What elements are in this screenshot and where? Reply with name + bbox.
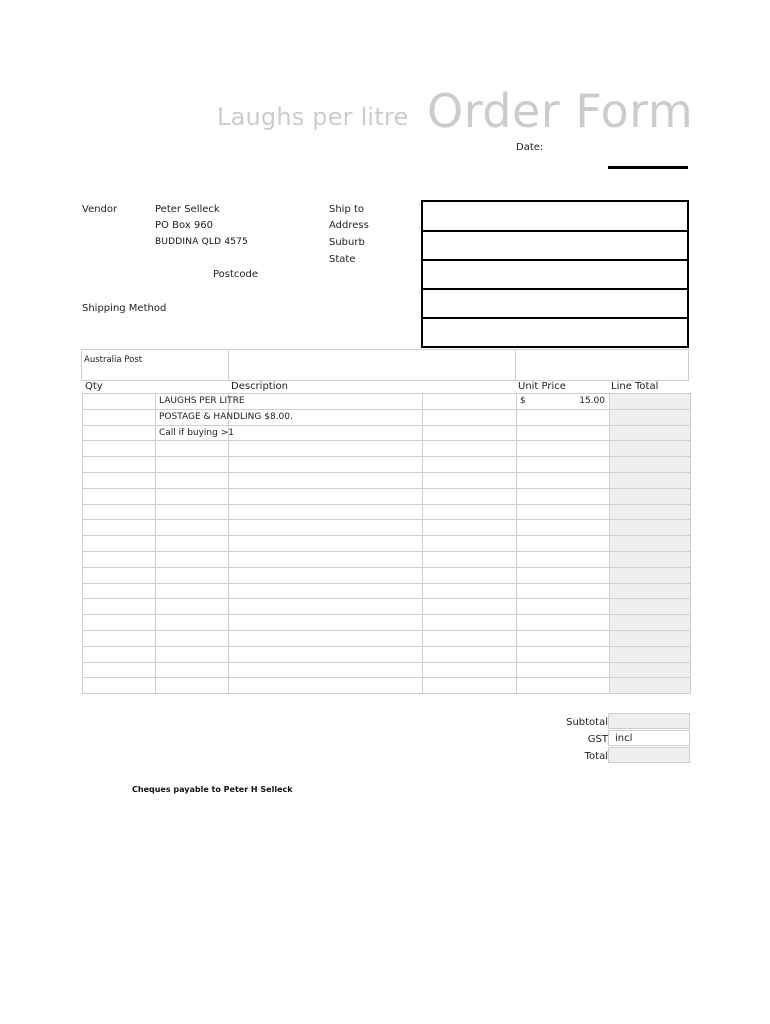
qty-cell[interactable]: [83, 662, 156, 678]
blank-cell[interactable]: [423, 457, 517, 473]
table-row: [83, 646, 691, 662]
blank-cell[interactable]: [423, 504, 517, 520]
form-title: Order Form: [427, 84, 694, 138]
unit-price-cell[interactable]: [517, 662, 610, 678]
vendor-name: Peter Selleck: [155, 204, 220, 215]
unit-price-value: 15.00: [579, 396, 605, 407]
table-row: [83, 678, 691, 694]
description-cell[interactable]: [156, 583, 229, 599]
table-row: [83, 472, 691, 488]
table-row: [83, 583, 691, 599]
blank-cell[interactable]: [423, 425, 517, 441]
form-subtitle: Laughs per litre: [217, 103, 409, 131]
description-cell[interactable]: POSTAGE & HANDLING $8.00.: [156, 409, 229, 425]
blank-cell[interactable]: [423, 567, 517, 583]
blank-cell[interactable]: [423, 520, 517, 536]
blank-cell[interactable]: [423, 599, 517, 615]
subtotal-field[interactable]: [608, 713, 690, 729]
line-total-cell[interactable]: [610, 567, 691, 583]
line-total-cell[interactable]: [610, 678, 691, 694]
description-cell[interactable]: [156, 678, 229, 694]
line-total-cell[interactable]: [610, 583, 691, 599]
shipping-method-label: Shipping Method: [82, 303, 167, 314]
unit-price-cell[interactable]: [517, 567, 610, 583]
description-cell[interactable]: [156, 630, 229, 646]
unit-price-cell[interactable]: [517, 599, 610, 615]
qty-cell[interactable]: [83, 441, 156, 457]
total-field[interactable]: [608, 747, 690, 763]
qty-cell[interactable]: [83, 488, 156, 504]
qty-cell[interactable]: [83, 409, 156, 425]
unit-price-cell[interactable]: [517, 615, 610, 631]
line-total-cell[interactable]: [610, 520, 691, 536]
description-cell[interactable]: [156, 441, 229, 457]
description-cell[interactable]: [156, 536, 229, 552]
qty-cell[interactable]: [83, 646, 156, 662]
unit-price-cell[interactable]: [517, 646, 610, 662]
unit-price-cell[interactable]: [517, 472, 610, 488]
line-total-cell[interactable]: [610, 504, 691, 520]
description-extra-cell[interactable]: [229, 457, 423, 473]
blank-cell[interactable]: [423, 630, 517, 646]
blank-cell[interactable]: [423, 409, 517, 425]
description-extra-cell[interactable]: [229, 630, 423, 646]
header-line-total: Line Total: [611, 381, 659, 392]
qty-cell[interactable]: [83, 567, 156, 583]
description-cell[interactable]: [156, 567, 229, 583]
table-row: [83, 520, 691, 536]
description-extra-cell[interactable]: [229, 583, 423, 599]
line-total-cell[interactable]: [610, 662, 691, 678]
table-row: [83, 567, 691, 583]
state-label: State: [329, 254, 356, 265]
date-label: Date:: [516, 142, 544, 153]
header-qty: Qty: [85, 381, 103, 392]
blank-cell[interactable]: [423, 615, 517, 631]
line-total-cell[interactable]: [610, 630, 691, 646]
currency-symbol: $: [520, 396, 526, 407]
description-cell[interactable]: [156, 646, 229, 662]
line-total-cell[interactable]: [610, 488, 691, 504]
vendor-label: Vendor: [82, 204, 118, 215]
description-extra-cell[interactable]: [229, 504, 423, 520]
description-extra-cell[interactable]: [229, 678, 423, 694]
line-total-cell[interactable]: [610, 551, 691, 567]
unit-price-cell[interactable]: [517, 520, 610, 536]
description-cell[interactable]: [156, 551, 229, 567]
qty-cell[interactable]: [83, 536, 156, 552]
table-row: [83, 425, 691, 441]
description-cell[interactable]: [156, 599, 229, 615]
line-total-cell[interactable]: [610, 646, 691, 662]
ship-to-divider: [423, 317, 687, 319]
qty-cell[interactable]: [83, 472, 156, 488]
qty-cell[interactable]: [83, 457, 156, 473]
qty-cell[interactable]: [83, 520, 156, 536]
shipping-method-value: Australia Post: [84, 355, 143, 365]
qty-cell[interactable]: [83, 630, 156, 646]
unit-price-cell[interactable]: [517, 678, 610, 694]
items-table: [82, 393, 691, 694]
unit-price-cell[interactable]: [517, 425, 610, 441]
blank-cell[interactable]: [423, 678, 517, 694]
ship-to-label: Ship to: [329, 204, 365, 215]
ship-to-divider: [423, 230, 687, 232]
table-row: [83, 599, 691, 615]
description-extra-cell[interactable]: [229, 394, 423, 410]
blank-cell[interactable]: [423, 441, 517, 457]
unit-price-cell[interactable]: [517, 488, 610, 504]
line-total-cell[interactable]: [610, 409, 691, 425]
qty-cell[interactable]: [83, 504, 156, 520]
line-total-cell[interactable]: [610, 441, 691, 457]
gst-field[interactable]: incl: [608, 730, 690, 746]
address-label: Address: [329, 220, 369, 231]
header-unit-price: Unit Price: [518, 381, 566, 392]
line-total-cell[interactable]: [610, 599, 691, 615]
description-cell[interactable]: [156, 472, 229, 488]
description-extra-cell[interactable]: [229, 646, 423, 662]
line-total-cell[interactable]: [610, 536, 691, 552]
line-total-cell[interactable]: [610, 394, 691, 410]
ship-to-box: [421, 200, 689, 348]
table-row: [83, 630, 691, 646]
line-total-cell[interactable]: [610, 472, 691, 488]
description-cell[interactable]: [156, 457, 229, 473]
qty-cell[interactable]: [83, 425, 156, 441]
description-cell[interactable]: LAUGHS PER LITRE: [156, 394, 229, 410]
table-row: [83, 551, 691, 567]
description-extra-cell[interactable]: [229, 567, 423, 583]
line-total-cell[interactable]: [610, 425, 691, 441]
blank-cell[interactable]: [423, 394, 517, 410]
description-extra-cell[interactable]: [229, 551, 423, 567]
total-label: Total: [584, 751, 608, 762]
table-row: [83, 662, 691, 678]
vendor-address2: BUDDINA QLD 4575: [155, 237, 249, 247]
table-row: [83, 409, 691, 425]
description-cell[interactable]: [156, 488, 229, 504]
qty-cell[interactable]: [83, 394, 156, 410]
blank-cell[interactable]: [423, 662, 517, 678]
description-extra-cell[interactable]: [229, 599, 423, 615]
description-extra-cell[interactable]: [229, 615, 423, 631]
header-description: Description: [231, 381, 288, 392]
description-extra-cell[interactable]: [229, 488, 423, 504]
description-extra-cell[interactable]: [229, 441, 423, 457]
qty-cell[interactable]: [83, 678, 156, 694]
blank-cell[interactable]: [423, 551, 517, 567]
table-row: [83, 536, 691, 552]
table-row: [83, 457, 691, 473]
ship-to-divider: [423, 259, 687, 261]
unit-price-cell[interactable]: [517, 583, 610, 599]
unit-price-cell[interactable]: [517, 457, 610, 473]
subtotal-label: Subtotal: [566, 717, 608, 728]
blank-cell[interactable]: [423, 488, 517, 504]
unit-price-cell[interactable]: [517, 551, 610, 567]
description-extra-cell[interactable]: [229, 662, 423, 678]
unit-price-cell[interactable]: [517, 394, 610, 410]
postcode-label: Postcode: [213, 269, 259, 280]
date-field[interactable]: [608, 166, 688, 169]
ship-to-divider: [423, 288, 687, 290]
qty-cell[interactable]: [83, 615, 156, 631]
description-cell[interactable]: [156, 662, 229, 678]
blank-cell[interactable]: [423, 583, 517, 599]
qty-cell[interactable]: [83, 583, 156, 599]
blank-cell[interactable]: [423, 646, 517, 662]
unit-price-cell[interactable]: [517, 409, 610, 425]
vendor-address1: PO Box 960: [155, 220, 213, 231]
description-extra-cell[interactable]: [229, 520, 423, 536]
line-total-cell[interactable]: [610, 615, 691, 631]
table-row: [83, 441, 691, 457]
description-cell[interactable]: [156, 615, 229, 631]
description-extra-cell[interactable]: [229, 472, 423, 488]
description-extra-cell[interactable]: [229, 536, 423, 552]
description-cell[interactable]: [156, 520, 229, 536]
qty-cell[interactable]: [83, 599, 156, 615]
suburb-label: Suburb: [329, 237, 365, 248]
table-row: [83, 394, 691, 410]
description-cell[interactable]: Call if buying >1: [156, 425, 229, 441]
unit-price-cell[interactable]: [517, 441, 610, 457]
description-extra-cell[interactable]: [229, 425, 423, 441]
gst-label: GST: [587, 734, 608, 745]
description-cell[interactable]: [156, 504, 229, 520]
shipping-method-box[interactable]: [81, 349, 689, 381]
qty-cell[interactable]: [83, 551, 156, 567]
unit-price-cell[interactable]: [517, 630, 610, 646]
table-row: [83, 615, 691, 631]
blank-cell[interactable]: [423, 472, 517, 488]
unit-price-cell[interactable]: [517, 536, 610, 552]
line-total-cell[interactable]: [610, 457, 691, 473]
cheques-note: Cheques payable to Peter H Selleck: [132, 785, 293, 794]
table-row: [83, 488, 691, 504]
unit-price-cell[interactable]: [517, 504, 610, 520]
blank-cell[interactable]: [423, 536, 517, 552]
table-row: [83, 504, 691, 520]
